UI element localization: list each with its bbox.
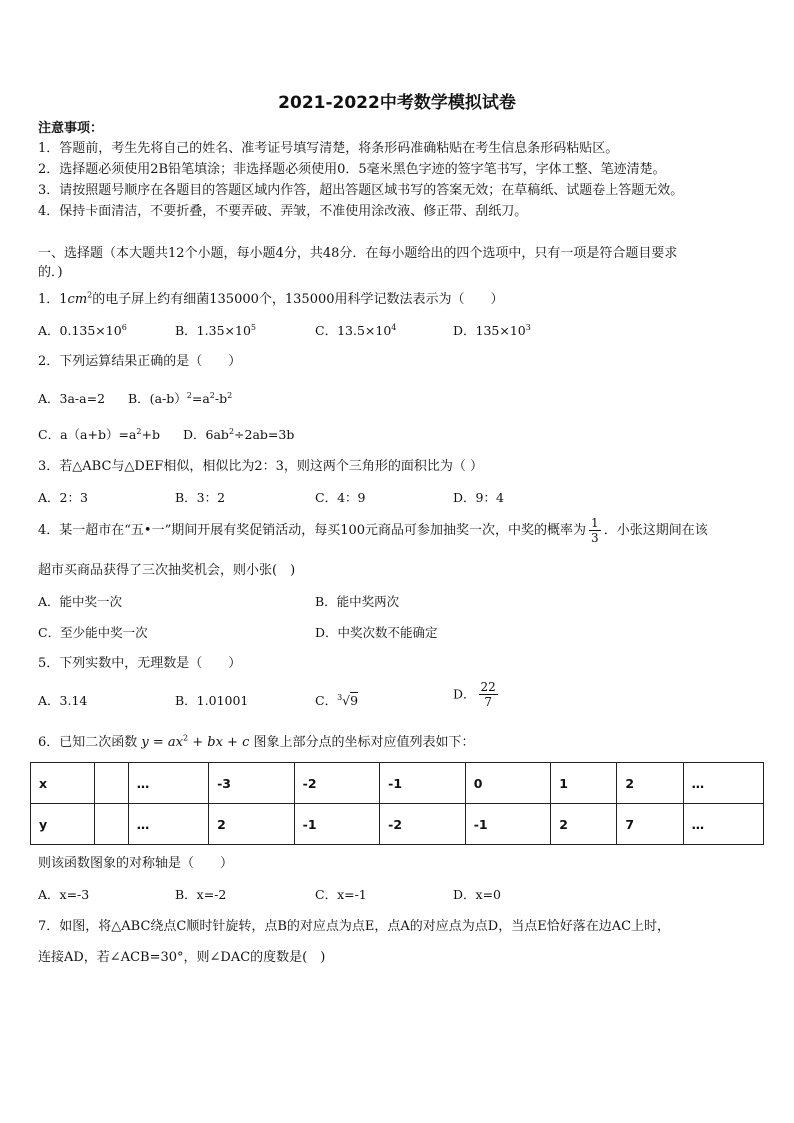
table-cell: -3 [209,763,295,804]
table-row [31,804,764,845]
table-cell: 2 [209,804,295,845]
q3-option-c: C．4：9 [315,490,366,505]
table-row [31,763,764,804]
table-cell: … [128,804,208,845]
section-heading: 一、选择题（本大题共12个小题，每小题4分，共48分．在每小题给出的四个选项中，只有一项是符合题目要求 [38,246,678,261]
notice-item: 4．保持卡面清洁，不要折叠，不要弄破、弄皱，不准使用涂改液、修正带、刮纸刀。 [38,204,528,219]
q1-option-b: B．$1.35\times 10^5$ [175,322,256,338]
question-7-stem-cont: 连接AD，若∠ACB=30°，则∠DAC的度数是( ) [38,950,326,965]
table-cell: … [128,763,208,804]
q1-option-c: C．$13.5\times 10^4$ [315,322,397,338]
q2-option-a: A．3a-a=2 [38,391,106,406]
q3-option-d: D．9：4 [453,490,504,505]
notice-item: 1．答题前，考生先将自己的姓名、准考证号填写清楚，将条形码准确粘贴在考生信息条形码粘贴区。 [38,141,619,156]
q4-option-d: D．中奖次数不能确定 [315,625,438,640]
fraction: $\frac{1}{3}$ [591,516,599,545]
notice-item: 2．选择题必须使用2B铅笔填涂；非选择题必须使用0．5毫米黑色字迹的签字笔书写，字体工整、笔迹清楚。 [38,162,666,177]
notice-item: 3．请按照题号顺序在各题目的答题区域内作答，超出答题区域书写的答案无效；在草稿纸、试题卷上答题无效。 [38,183,684,198]
table-cell: 0 [465,763,551,804]
table-cell: … [683,763,763,804]
q2-option-d: D．$6ab^2\div 2ab=3b$ [183,426,295,442]
q5-option-d: D． $\frac{22}{7}$ [453,680,496,709]
q6-option-b: B．x=-2 [175,887,227,902]
table-cell: 2 [617,763,683,804]
q3-option-b: B．3：2 [175,490,226,505]
question-4-stem: 4．某一超市在“五•一”期间开展有奖促销活动，每买100元商品可参加抽奖一次，中奖的概率为 $\frac{1}{3}$ ．小张这期间在该 [38,516,708,545]
table-cell: … [683,804,763,845]
table-cell: -1 [294,804,380,845]
question-7-stem: 7．如图，将△ABC绕点C顺时针旋转，点B的对应点为点E，点A的对应点为点D，当点E恰好落在边AC上时， [38,919,671,934]
table-cell: 7 [617,804,683,845]
q5-option-b: B．1.01001 [175,693,249,708]
unit-cm: cm [67,292,88,307]
question-5-stem: 5．下列实数中，无理数是（ ） [38,656,242,671]
table-cell: x [31,763,95,804]
table-cell: -1 [380,763,466,804]
q4-option-c: C．至少能中奖一次 [38,625,148,640]
q6-option-a: A．x=-3 [38,887,90,902]
q1-option-a: A．$0.135\times 10^6$ [38,322,127,338]
table-cell: -1 [465,804,551,845]
q3-option-a: A．2：3 [38,490,88,505]
notice-heading: 注意事项： [38,121,104,136]
table-cell [95,763,129,804]
q2-option-b: B．$(a-b)^2=a^2-b^2$ [128,390,233,406]
page-title: 2021-2022中考数学模拟试卷 [278,93,516,113]
q4-option-a: A．能中奖一次 [38,594,123,609]
radical-icon: √ [342,693,351,708]
table-cell: -2 [380,804,466,845]
question-2-stem: 2．下列运算结果正确的是（ ） [38,354,242,369]
value-table [30,762,764,845]
table-cell: 2 [551,804,617,845]
q6-option-c: C．x=-1 [315,887,367,902]
table-cell: 1 [551,763,617,804]
question-6-ask: 则该函数图象的对称轴是（ ） [38,856,234,871]
table-cell: -2 [294,763,380,804]
table-cell [95,804,129,845]
q6-option-d: D．x=0 [453,887,501,902]
question-6-stem: 6．已知二次函数 $y = ax^2$ + bx + c 图象上部分点的坐标对应值列表如下： [38,733,475,750]
table-cell: y [31,804,95,845]
q5-option-c: C．$^3$√9 [315,692,359,708]
question-1-stem: 1．$1cm^2$的电子屏上约有细菌135000个，135000用科学记数法表示为（ ） [38,290,504,307]
question-3-stem: 3．若△ABC与△DEF相似，相似比为2：3，则这两个三角形的面积比为（ ） [38,459,484,474]
section-heading-cont: 的．) [38,265,63,280]
q5-option-a: A．3.14 [38,693,88,708]
question-4-stem-cont: 超市买商品获得了三次抽奖机会，则小张( ) [38,563,296,578]
q4-option-b: B．能中奖两次 [315,594,400,609]
q2-option-c: C．$a(a+b)=a^2+b$ [38,426,160,442]
fraction: $\frac{22}{7}$ [480,680,496,709]
q1-option-d: D．$135\times 10^3$ [453,322,531,338]
